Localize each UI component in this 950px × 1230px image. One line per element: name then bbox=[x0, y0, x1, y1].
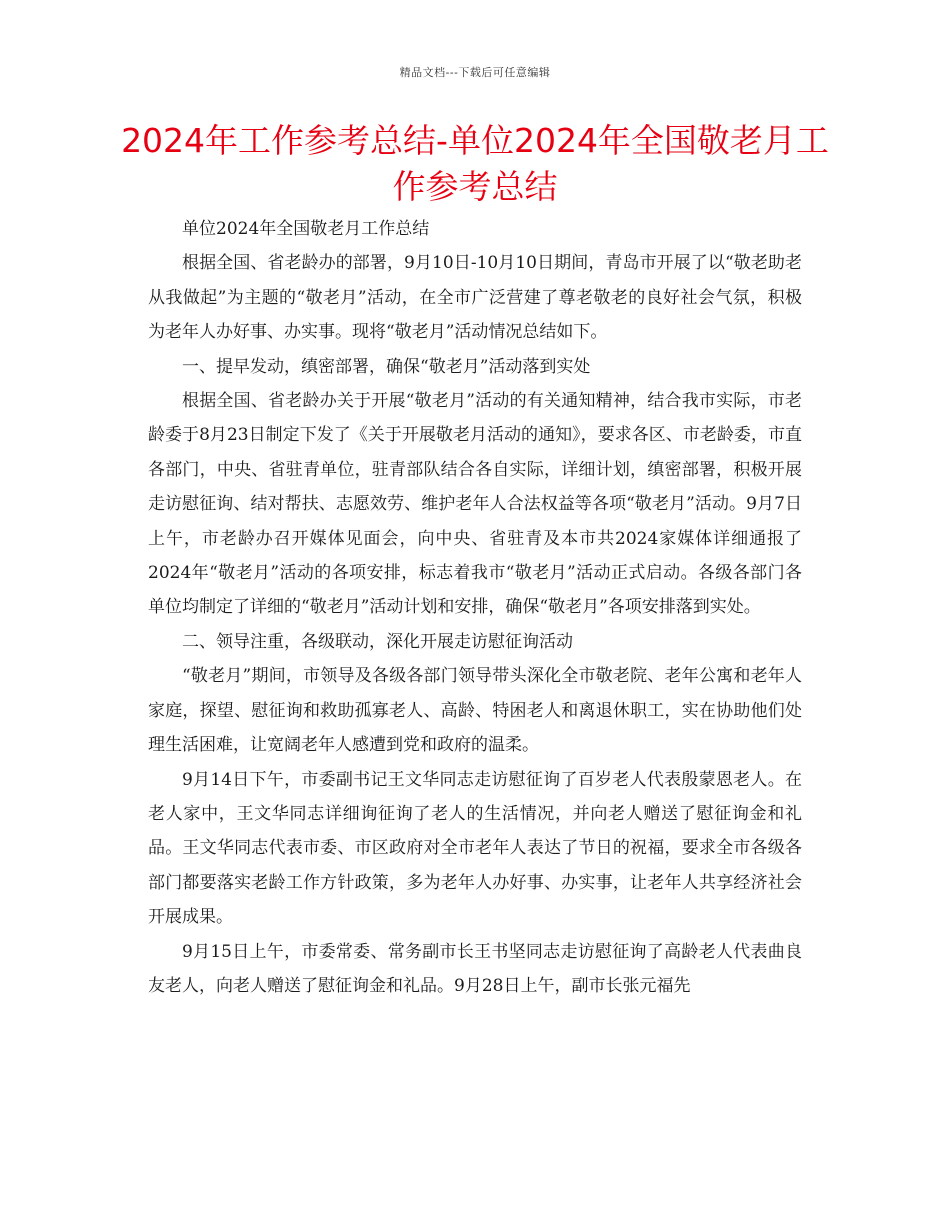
intro-paragraph: 根据全国、省老龄办的部署，9月10日-10月10日期间，青岛市开展了以“敬老助老从我做起”为主题的“敬老月”活动，在全市广泛营建了尊老敬老的良好社会气氛，积极为老年人办好事、办实事。现将“敬老月”活动情况总结如下。 bbox=[148, 253, 802, 343]
body-paragraph: 9月15日上午，市委常委、常务副市长王书坚同志走访慰征询了高龄老人代表曲良友老人，向老人赠送了慰征询金和礼品。9月28日上午，副市长张元福先 bbox=[148, 941, 802, 996]
body-paragraph: 9月14日下午，市委副书记王文华同志走访慰征询了百岁老人代表殷蒙恩老人。在老人家中，王文华同志详细询征询了老人的生活情况，并向老人赠送了慰征询金和礼品。王文华同志代表市委、市区政府对全市老年人表达了节日的祝福，要求全市各级各部门都要落实老龄工作方针政策，多为老年人办好事、办实事，让老年人共享经济社会开展成果。 bbox=[148, 769, 802, 928]
header-note: 精品文档---下载后可任意编辑 bbox=[399, 66, 551, 79]
body-paragraph: “敬老月”期间，市领导及各级各部门领导带头深化全市敬老院、老年公寓和老年人家庭，探望、慰征询和救助孤寡老人、高龄、特困老人和离退休职工，实在协助他们处理生活困难，让宽阔老年人感遭到党和政府的温柔。 bbox=[148, 666, 802, 756]
body-paragraph: 根据全国、省老龄办关于开展“敬老月”活动的有关通知精神，结合我市实际，市老龄委于8月23日制定下发了《关于开展敬老月活动的通知》，要求各区、市老龄委，市直各部门，中央、省驻青单位，驻青部队结合各自实际，详细计划，缜密部署，积极开展走访慰征询、结对帮扶、志愿效劳、维护老年人合法权益等各项“敬老月”活动。9月7日上午，市老龄办召开媒体见面会，向中央、省驻青及本市共2024家媒体详细通报了2024年“敬老月”活动的各项安排，标志着我市“敬老月”活动正式启动。各级各部门各单位均制定了详细的“敬老月”活动计划和安排，确保“敬老月”各项安排落到实处。 bbox=[148, 391, 802, 618]
subtitle-paragraph: 单位2024年全国敬老月工作总结 bbox=[182, 219, 430, 239]
document-title: 2024年工作参考总结-单位2024年全国敬老月工作参考总结 bbox=[121, 121, 829, 206]
document-body bbox=[148, 212, 802, 1003]
section-heading-2: 二、领导注重，各级联动，深化开展走访慰征询活动 bbox=[182, 631, 573, 652]
section-heading-1: 一、提早发动，缜密部署，确保“敬老月”活动落到实处 bbox=[182, 356, 591, 377]
